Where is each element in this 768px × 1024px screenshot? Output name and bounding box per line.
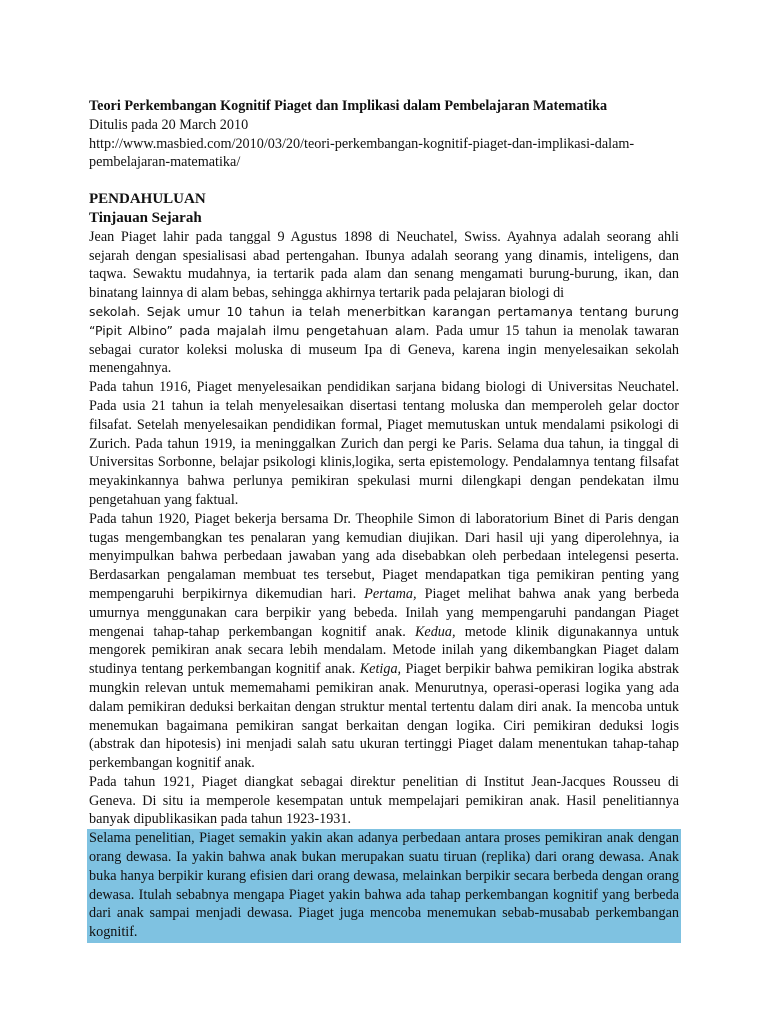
paragraph-3-emphasis-2: Kedua, — [414, 623, 456, 640]
paragraph-3 — [89, 510, 679, 773]
document-title: Teori Perkembangan Kognitif Piaget dan Implikasi dalam Pembelajaran Matematika — [89, 98, 608, 114]
paragraph-1-alt-font-text: sekolah. Sejak umur 10 tahun ia telah menerbitkan karangan pertamanya tentang burung “Pipit Albino” pada majalah ilmu pengetahuan alam. — [89, 303, 679, 338]
paragraph-3-text-d: Piaget berpikir bahwa pemikiran logika abstrak mungkin relevan untuk mememahami pemikiran anak. Menurutnya, operasi-operasi logika yang ada dalam pemikiran deduksi berkaitan dengan struktur mental tertentu dalam diri anak. Ia mencoba untuk menemukan bagaimana pemikiran sangat berkaitan dengan logika. Ciri pemikiran deduksi logis (abstrak dan hipotesis) ini menjadi salah satu ukuran tertinggi Piaget dalam menentukan tahap-tahap perkembangan kognitif anak. — [89, 661, 679, 772]
paragraph-1 — [89, 228, 679, 378]
paragraph-3-text-b: Piaget melihat bahwa anak yang berbeda umurnya menggunakan cara berpikir yang bebeda. Inilah yang mempengaruhi pandangan Piaget mengenai tahap-tahap perkembangan kognitif anak. — [89, 585, 679, 640]
document-body — [89, 97, 679, 943]
paragraph-3-emphasis-3: Ketiga, — [359, 661, 402, 678]
source-url: http://www.masbied.com/2010/03/20/teori-perkembangan-kognitif-piaget-dan-implikasi-dalam-pembelajaran-matematika/ — [89, 135, 635, 171]
paragraph-3-text-a: Pada tahun 1920, Piaget bekerja bersama Dr. Theophile Simon di laboratorium Binet di Paris dengan tugas mengembangkan tes penalaran yang kemudian diujikan. Dari hasil uji yang diperolehnya, ia menyimpulkan bahwa perbedaan jawaban yang ada disebabkan oleh perbedaan intelegensi peserta. Berdasarkan pengalaman membuat tes tersebut, Piaget mendapatkan tiga pemikiran penting yang mempengaruhi berpikirnya dikemudian hari. — [89, 510, 679, 602]
paragraph-4: Pada tahun 1921, Piaget diangkat sebagai direktur penelitian di Institut Jean-Jacques Rousseu di Geneva. Di situ ia memperole kesempatan untuk mempelajari pemikiran anak. Hasil penelitiannya banyak dipublikasikan pada tahun 1923-1931. — [89, 773, 679, 828]
highlighted-paragraph[interactable]: Selama penelitian, Piaget semakin yakin akan adanya perbedaan antara proses pemikiran anak dengan orang dewasa. Ia yakin bahwa anak bukan merupakan suatu tiruan (replika) dari orang dewasa. Anak buka hanya berpikir kurang efisien dari orang dewasa, melainkan berpikir secara berbeda dengan orang dewasa. Itulah sebabnya mengapa Piaget yakin bahwa ada tahap perkembangan kognitif yang berbeda dari anak sampai menjadi dewasa. Piaget juga mencoba menemukan sebab-musabab perkembangan kognitif. — [87, 829, 681, 943]
paragraph-3-emphasis-1: Pertama, — [364, 585, 417, 602]
paragraph-2: Pada tahun 1916, Piaget menyelesaikan pendidikan sarjana bidang biologi di Universitas Neuchatel. Pada usia 21 tahun ia telah menyelesaikan disertasi tentang moluska dan memperoleh gelar doctor filsafat. Setelah menyelesaikan pendidikan formal, Piaget memutuskan untuk mendalami psikologi di Zurich. Pada tahun 1919, ia meninggalkan Zurich dan pergi ke Paris. Selama dua tahun, ia tinggal di Universitas Sorbonne, belajar psikologi klinis,logika, serta epistemology. Pendalamnya tentang filsafat meyakinkannya bahwa perlunya pemikiran spekulasi murni dilengkapi dengan pendekatan ilmu pengetahuan yang faktual. — [89, 379, 679, 508]
paragraph-1-text: Jean Piaget lahir pada tanggal 9 Agustus 1898 di Neuchatel, Swiss. Ayahnya adalah seorang ahli sejarah dengan spesialisasi abad pertengahan. Ibunya adalah seorang yang dinamis, inteligens, dan taqwa. Sewaktu mudahnya, ia tertarik pada alam dan senang mengamati burung-burung, ikan, dan binatang lainnya di alam bebas, sehingga akhirnya tertarik pada pelajaran biologi di — [89, 228, 679, 302]
subsection-heading: Tinjauan Sejarah — [89, 209, 202, 226]
spacer — [89, 172, 679, 190]
section-heading: PENDAHULUAN — [89, 191, 206, 208]
paragraph-3-text-c: metode klinik digunakannya untuk mengorek pemikiran anak secara lebih mendalam. Metode inilah yang dikembangkan Piaget dalam studinya tentang perkembangan kognitif anak. — [89, 623, 679, 678]
date-line: Ditulis pada 20 March 2010 — [89, 116, 249, 133]
paragraph-1-tail: Pada umur 15 tahun ia menolak tawaran sebagai curator koleksi moluska di museum Ipa di Geneva, karena ingin menyelesaikan sekolah menengahnya. — [89, 322, 679, 377]
